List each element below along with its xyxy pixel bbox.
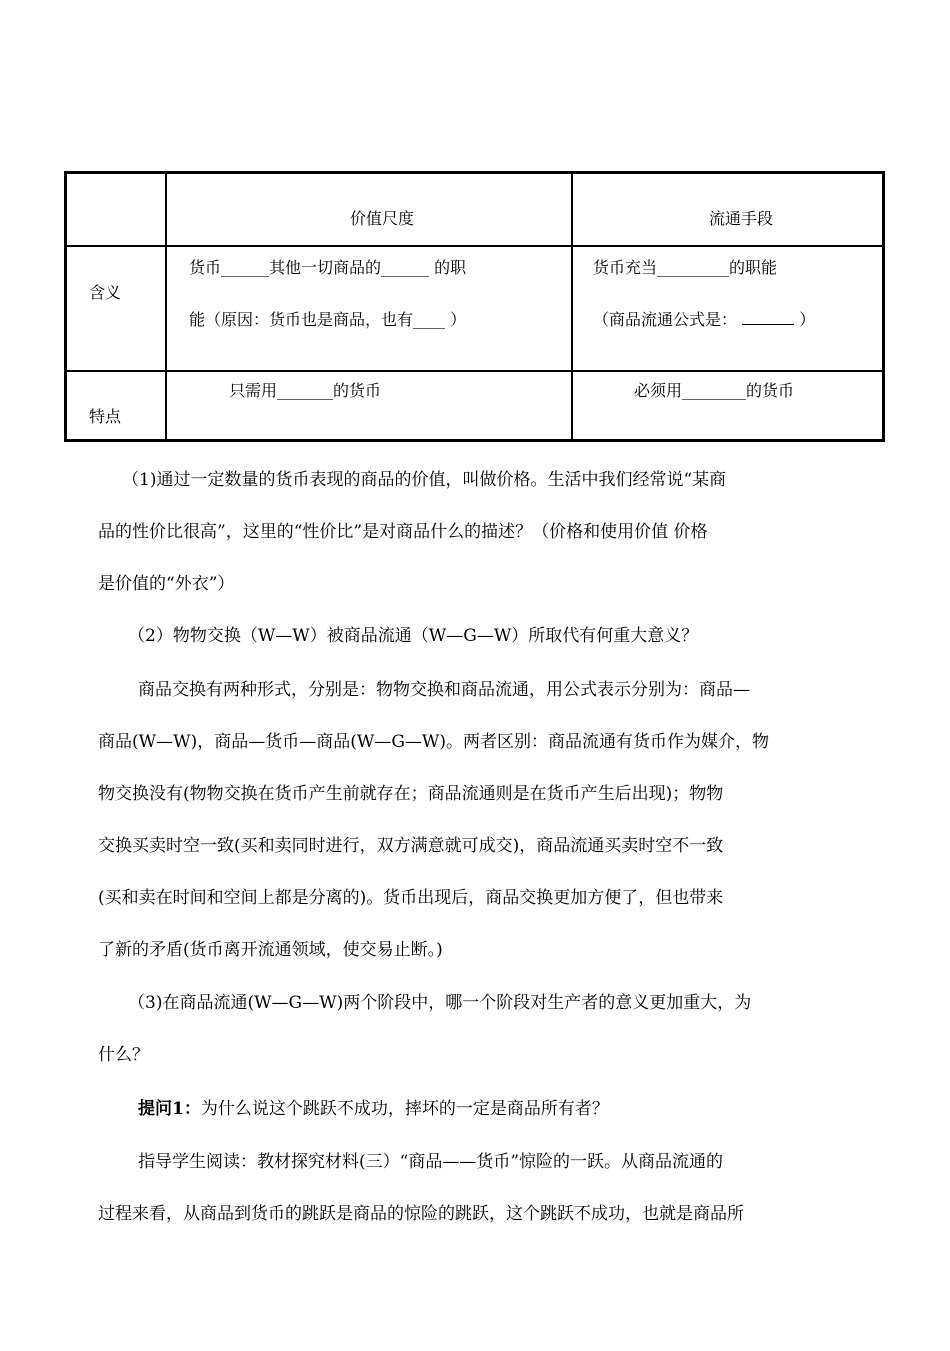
paragraph-line: 品的性价比很高”，这里的“性价比”是对商品什么的描述？（价格和使用价值 价格 [98, 522, 708, 542]
paragraph-line: 是价值的“外衣”） [98, 574, 235, 594]
paragraph-line: （1)通过一定数量的货币表现的商品的价值，叫做价格。生活中我们经常说“某商 [122, 470, 727, 490]
paragraph-line: 商品(W—W)，商品—货币—商品(W—G—W)。两者区别：商品流通有货币作为媒介，物 [98, 732, 770, 752]
paragraph-line: 交换买卖时空一致(买和卖同时进行，双方满意就可成交)，商品流通买卖时空不一致 [98, 836, 724, 856]
feature-circulation: 必须用________的货币 [634, 381, 795, 400]
functions-table [64, 171, 885, 442]
meaning-circulation-line1: 货币充当_________的职能 [593, 258, 778, 277]
question-1-label: 提问1： [138, 1099, 201, 1119]
table-header-measure: 价值尺度 [350, 209, 415, 228]
closing-line: 过程来看，从商品到货币的跳跃是商品的惊险的跳跃，这个跳跃不成功，也就是商品所 [98, 1204, 744, 1224]
meaning-measure-line2: 能（原因：货币也是商品，也有____ ） [189, 310, 467, 329]
feature-measure: 只需用_______的货币 [229, 381, 382, 400]
table-row-divider-2 [67, 370, 882, 372]
meaning-circulation-line2 [593, 310, 815, 330]
paragraph-line: （3)在商品流通(W—G—W)两个阶段中，哪一个阶段对生产者的意义更加重大，为 [128, 993, 752, 1013]
table-col-divider-2 [571, 174, 573, 439]
paragraph-line: (买和卖在时间和空间上都是分离的)。货币出现后，商品交换更加方便了，但也带来 [98, 888, 724, 908]
formula-blank [742, 310, 794, 325]
closing-line: 指导学生阅读：教材探究材料(三）“商品——货币”惊险的一跃。从商品流通的 [138, 1152, 724, 1172]
paragraph-line: 商品交换有两种形式，分别是：物物交换和商品流通，用公式表示分别为：商品— [138, 680, 750, 700]
question-1-text: 为什么说这个跳跃不成功，摔坏的一定是商品所有者？ [200, 1099, 609, 1119]
table-header-circulation: 流通手段 [709, 209, 774, 228]
table-row-label-meaning: 含义 [89, 283, 122, 302]
meaning-measure-line1: 货币______其他一切商品的______ 的职 [189, 258, 467, 277]
paragraph-line: 了新的矛盾(货币离开流通领域，使交易止断。) [98, 940, 443, 960]
paragraph-line: 物交换没有(物物交换在货币产生前就存在；商品流通则是在货币产生后出现)；物物 [98, 784, 724, 804]
formula-suffix: ） [799, 310, 816, 329]
question-1 [138, 1099, 896, 1119]
formula-prefix: （商品流通公式是： [593, 310, 738, 329]
table-row-label-feature: 特点 [89, 407, 122, 426]
table-row-divider-1 [67, 245, 882, 247]
paragraph-line: 什么？ [98, 1045, 149, 1065]
paragraph-line: （2）物物交换（W—W）被商品流通（W—G—W）所取代有何重大意义？ [128, 626, 699, 646]
table-col-divider-1 [165, 174, 167, 439]
